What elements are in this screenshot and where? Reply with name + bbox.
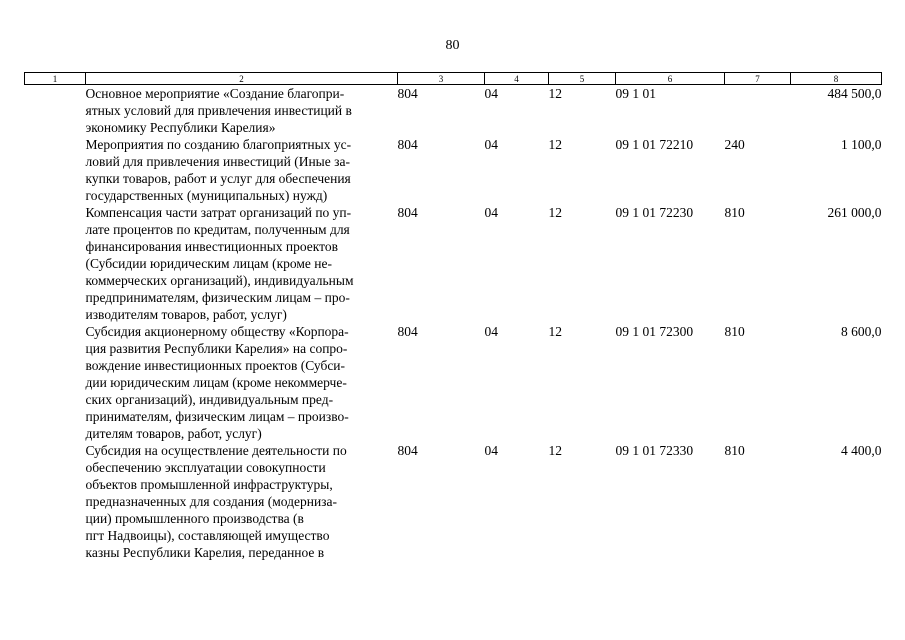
subsection-code: 12 xyxy=(548,86,562,101)
ministry-code: 804 xyxy=(397,205,418,220)
col-header-5: 5 xyxy=(549,73,616,85)
expense-name xyxy=(86,204,398,323)
column-number-row xyxy=(25,73,882,85)
table-row xyxy=(25,323,882,442)
ministry-code: 804 xyxy=(397,137,418,152)
expense-name-line: казны Республики Карелия, переданное в xyxy=(85,545,325,560)
amount: 4 400,0 xyxy=(841,443,882,458)
expense-name-line: ция развития Республики Карелия» на сопро- xyxy=(85,341,348,356)
expense-name-line: дии юридическим лицам (кроме некоммерче- xyxy=(85,375,347,390)
expense-name-line: изводителям товаров, работ, услуг) xyxy=(85,307,287,322)
target-code: 09 1 01 72210 xyxy=(615,137,694,152)
row-number xyxy=(25,136,86,204)
expense-name-line: лате процентов по кредитам, полученным для xyxy=(85,222,350,237)
expense-name-line: предпринимателям, физическим лицам – про- xyxy=(85,290,350,305)
target-code: 09 1 01 xyxy=(615,86,656,101)
amount: 1 100,0 xyxy=(841,137,882,152)
col-header-4: 4 xyxy=(485,73,549,85)
expense-name-line: пгт Надвоицы), составляющей имущество xyxy=(85,528,330,543)
expense-name-line: ских организаций), индивидуальным пред- xyxy=(85,392,334,407)
ministry-code: 804 xyxy=(397,443,418,458)
expense-name xyxy=(86,442,398,561)
expense-name-line: коммерческих организаций), индивидуальным xyxy=(85,273,354,288)
expense-name-line: Мероприятия по созданию благоприятных ус- xyxy=(85,137,352,152)
row-number xyxy=(25,323,86,442)
subsection-code: 12 xyxy=(548,137,562,152)
amount: 8 600,0 xyxy=(841,324,882,339)
section-code: 04 xyxy=(484,137,498,152)
expense-name-line: Компенсация части затрат организаций по уп- xyxy=(85,205,352,220)
table-row xyxy=(25,204,882,323)
page-number: 80 xyxy=(445,38,460,53)
expense-name-line: финансирования инвестиционных проектов xyxy=(85,239,338,254)
expense-type-code: 810 xyxy=(724,324,745,339)
section-code: 04 xyxy=(484,205,498,220)
expense-type-code: 810 xyxy=(724,443,745,458)
section-code: 04 xyxy=(484,324,498,339)
expense-name xyxy=(86,85,398,137)
expense-name xyxy=(86,323,398,442)
target-code: 09 1 01 72300 xyxy=(615,324,694,339)
expense-name-line: ции) промышленного производства (в xyxy=(85,511,304,526)
budget-table xyxy=(24,72,882,561)
col-header-3: 3 xyxy=(398,73,485,85)
col-header-7: 7 xyxy=(725,73,791,85)
expense-name-line: купки товаров, работ и услуг для обеспечения xyxy=(85,171,351,186)
expense-name-line: ятных условий для привлечения инвестиций в xyxy=(85,103,352,118)
row-number xyxy=(25,442,86,561)
table-row xyxy=(25,85,882,137)
expense-name-line: Субсидия на осуществление деятельности по xyxy=(85,443,347,458)
row-number xyxy=(25,204,86,323)
expense-type-code: 240 xyxy=(724,137,745,152)
amount: 484 500,0 xyxy=(827,86,882,101)
section-code: 04 xyxy=(484,443,498,458)
table-row xyxy=(25,442,882,561)
expense-name-line: экономику Республики Карелия» xyxy=(85,120,276,135)
expense-name xyxy=(86,136,398,204)
col-header-2: 2 xyxy=(86,73,398,85)
expense-name-line: вождение инвестиционных проектов (Субси- xyxy=(85,358,346,373)
expense-name-line: Субсидия акционерному обществу «Корпора- xyxy=(85,324,349,339)
expense-name-line: принимателям, физическим лицам – произво- xyxy=(85,409,349,424)
expense-name-line: ловий для привлечения инвестиций (Иные за- xyxy=(85,154,350,169)
target-code: 09 1 01 72330 xyxy=(615,443,694,458)
section-code: 04 xyxy=(484,86,498,101)
ministry-code: 804 xyxy=(397,324,418,339)
amount: 261 000,0 xyxy=(827,205,882,220)
expense-name-line: предназначенных для создания (модерниза- xyxy=(85,494,338,509)
expense-name-line: дителям товаров, работ, услуг) xyxy=(85,426,262,441)
expense-name-line: Основное мероприятие «Создание благопри- xyxy=(85,86,345,101)
subsection-code: 12 xyxy=(548,324,562,339)
expense-type-code xyxy=(725,85,791,137)
col-header-6: 6 xyxy=(616,73,725,85)
subsection-code: 12 xyxy=(548,205,562,220)
col-header-1: 1 xyxy=(25,73,86,85)
row-number xyxy=(25,85,86,137)
expense-name-line: обеспечению эксплуатации совокупности xyxy=(85,460,326,475)
target-code: 09 1 01 72230 xyxy=(615,205,694,220)
expense-name-line: (Субсидии юридическим лицам (кроме не- xyxy=(85,256,332,271)
expense-name-line: объектов промышленной инфраструктуры, xyxy=(85,477,333,492)
subsection-code: 12 xyxy=(548,443,562,458)
col-header-8: 8 xyxy=(791,73,882,85)
expense-type-code: 810 xyxy=(724,205,745,220)
ministry-code: 804 xyxy=(397,86,418,101)
table-row xyxy=(25,136,882,204)
expense-name-line: государственных (муниципальных) нужд) xyxy=(85,188,328,203)
